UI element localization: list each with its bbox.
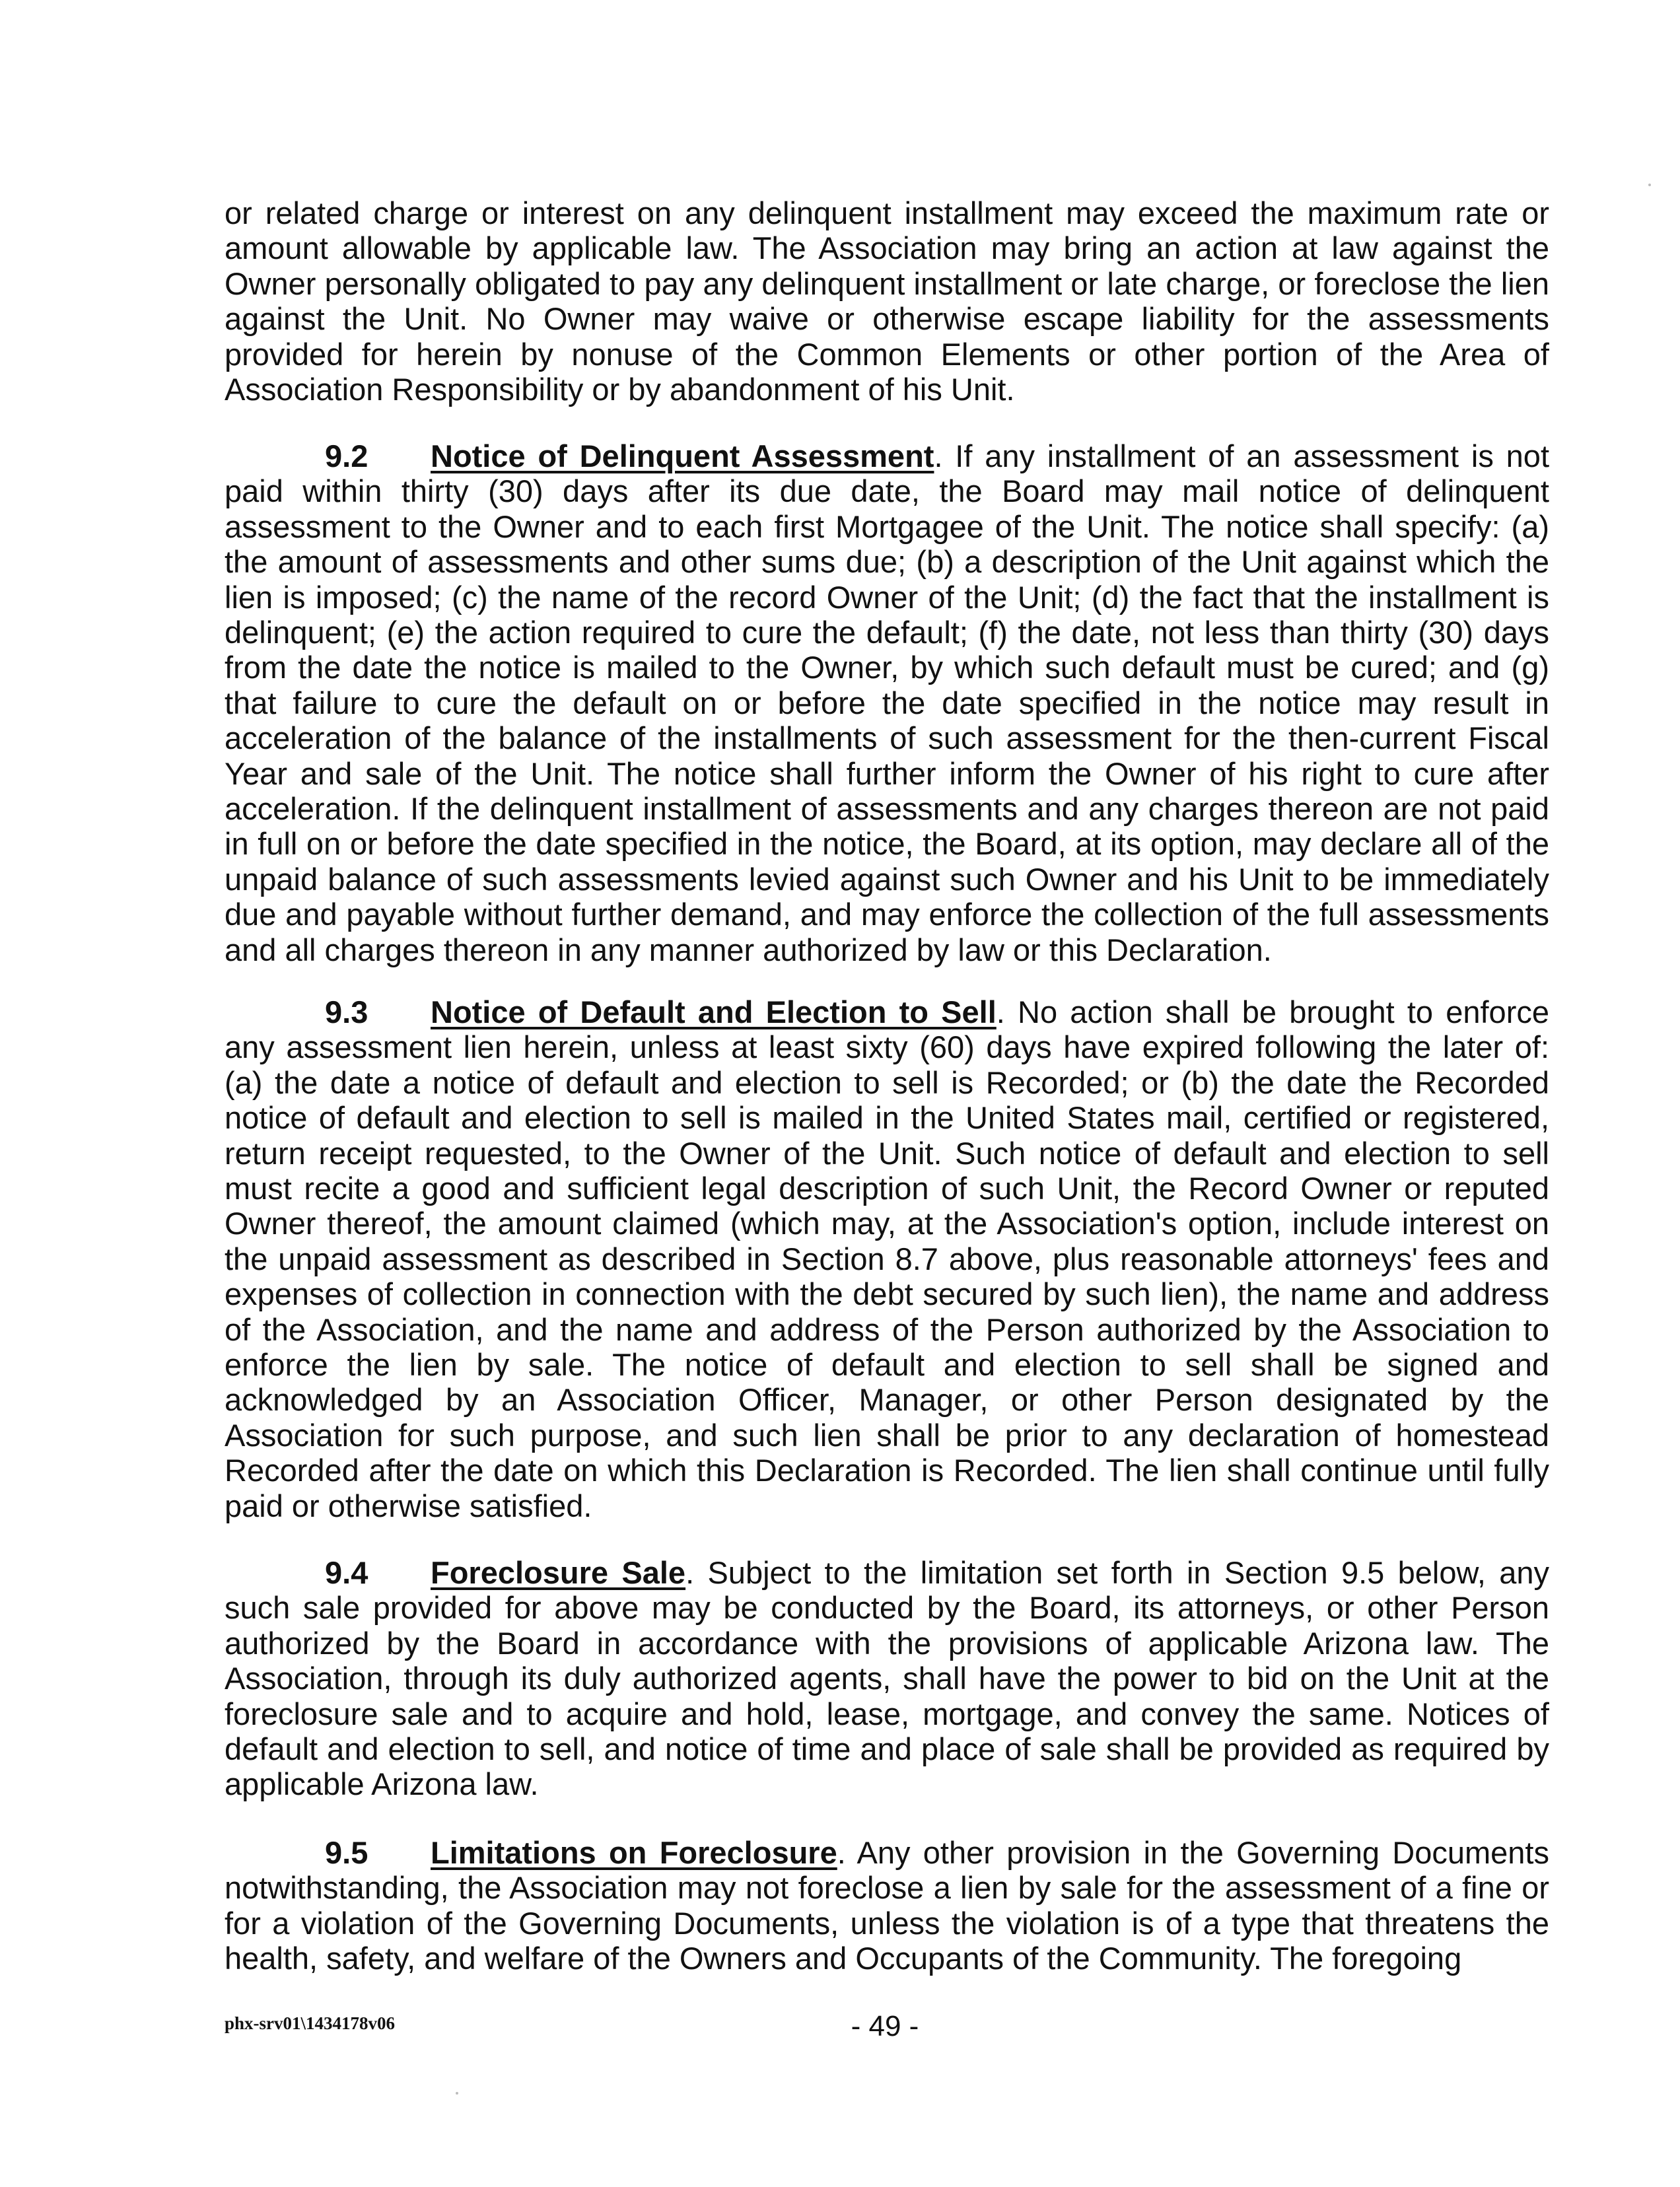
intro-paragraph: or related charge or interest on any delinquent installment may exceed the maximum rate or amount allowable by applicable law. The Association may bring an action at law against the Owner personally obligated to pay any delinquent installment or late charge, or foreclose the lien against the Unit. No Owner may waive or otherwise escape liability for the assessments provided for herein by nonuse of the Common Elements or other portion of the Area of Association Responsibility or by abandonment of his Unit. <box>225 195 1549 407</box>
scan-speck <box>1648 184 1651 186</box>
section-title: Notice of Delinquent Assessment <box>431 438 934 473</box>
section-body: . Subject to the limitation set forth in Section 9.5 below, any such sale provided for above may be conducted by the Board, its attorneys, or other Person authorized by the Board in accordance with the provisions of applicable Arizona law. The Association, through its duly authorized agents, shall have the power to bid on the Unit at the foreclosure sale and to acquire and hold, lease, mortgage, and convey the same. Notices of default and election to sell, and notice of time and place of sale shall be provided as required by applicable Arizona law. <box>225 1555 1550 1802</box>
section-number: 9.4 <box>325 1555 368 1590</box>
section-number: 9.2 <box>325 438 368 473</box>
section-title: Limitations on Foreclosure <box>431 1835 837 1870</box>
section-body: . No action shall be brought to enforce any assessment lien herein, unless at least sixty (60) days have expired following the later of: (a) the date a notice of default and election to sell is Recorded; or (b) the date the Recorded notice of default and election to sell is mailed in the United States mail, certified or registered, return receipt requested, to the Owner of the Unit. Such notice of default and election to sell must recite a good and sufficient legal description of such Unit, the Record Owner or reputed Owner thereof, the amount claimed (which may, at the Association's option, include interest on the unpaid assessment as described in Section 8.7 above, plus reasonable attorneys' fees and expenses of collection in connection with the debt secured by such lien), the name and address of the Association, and the name and address of the Person authorized by the Association to enforce the lien by sale. The notice of default and election to sell shall be signed and acknowledged by an Association Officer, Manager, or other Person designated by the Association for such purpose, and such lien shall be prior to any declaration of homestead Recorded after the date on which this Declaration is Recorded. The lien shall continue until fully paid or otherwise satisfied. <box>225 994 1549 1523</box>
section-body: . If any installment of an assessment is not paid within thirty (30) days after its due date, the Board may mail notice of delinquent assessment to the Owner and to each first Mortgagee of the Unit. The notice shall specify: (a) the amount of assessments and other sums due; (b) a description of the Unit against which the lien is imposed; (c) the name of the record Owner of the Unit; (d) the fact that the installment is delinquent; (e) the action required to cure the default; (f) the date, not less than thirty (30) days from the date the notice is mailed to the Owner, by which such default must be cured; and (g) that failure to cure the default on or before the date specified in the notice may result in acceleration of the balance of the installments of such assessment for the then-current Fiscal Year and sale of the Unit. The notice shall further inform the Owner of his right to cure after acceleration. If the delinquent installment of assessments and any charges thereon are not paid in full on or before the date specified in the notice, the Board, at its option, may declare all of the unpaid balance of such assessments levied against such Owner and his Unit to be immediately due and payable without further demand, and may enforce the collection of the full assessments and all charges thereon in any manner authorized by law or this Declaration. <box>225 438 1550 967</box>
section-number: 9.3 <box>325 994 368 1029</box>
footer-page-number: - 49 - <box>851 2010 919 2042</box>
section-9-2-paragraph <box>225 438 1549 967</box>
section-title: Notice of Default and Election to Sell <box>431 994 997 1029</box>
section-number: 9.5 <box>325 1835 368 1870</box>
scan-speck <box>456 2092 458 2095</box>
section-9-5-paragraph <box>225 1835 1549 1976</box>
section-body: . Any other provision in the Governing Documents notwithstanding, the Association may not foreclose a lien by sale for the assessment of a fine or for a violation of the Governing Documents, unless the violation is of a type that threatens the health, safety, and welfare of the Owners and Occupants of the Community. The foregoing <box>225 1835 1549 1976</box>
section-9-3-paragraph <box>225 994 1549 1523</box>
footer-document-id: phx-srv01\1434178v06 <box>225 2013 396 2033</box>
section-title: Foreclosure Sale <box>431 1555 686 1590</box>
section-9-4-paragraph <box>225 1555 1549 1802</box>
